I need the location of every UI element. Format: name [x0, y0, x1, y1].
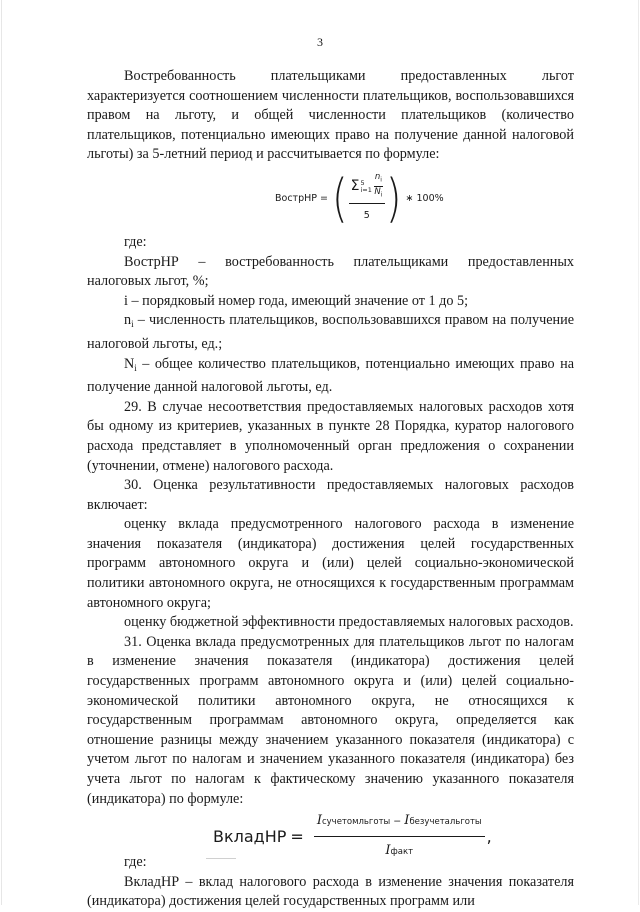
- N-sub-text: i: [134, 362, 137, 373]
- small-frac-denominator: [374, 187, 382, 201]
- n-symbol-text: n: [124, 312, 132, 329]
- sigma-symbol: Σ: [350, 177, 360, 194]
- N-definition-text: – общее количество плательщиков, потенциально имеющих право на получение данной налоговой льготы, ед.: [87, 355, 574, 396]
- I-actual-sub: факт: [390, 846, 414, 857]
- scan-mark: [206, 858, 236, 859]
- paragraph-30: 30. Оценка результативности предоставляемых налоговых расходов включает:: [87, 477, 574, 513]
- n-sub: i: [380, 177, 382, 185]
- formula-vostr-fraction: [349, 172, 385, 225]
- definition-vostr: ВострНР – востребованность плательщиками предоставленных налоговых льгот, %;: [87, 253, 574, 290]
- where-label-2: где:: [124, 854, 147, 871]
- formula-vklad-equals: =: [290, 826, 304, 846]
- paragraph-demand-intro: Востребованность плательщиками предоставленных льгот характеризуется соотношением численности плательщиков, воспользовавшихся правом на льготу, и общей численности плательщиков (количество плательщиков, потенциально имеющих право на получение данной налоговой льготы) за 5-летний период и рассчитывается по формуле:: [87, 68, 574, 163]
- definition-i: i – порядковый номер года, имеющий значение от 1 до 5;: [124, 292, 469, 309]
- scan-right-edge: [638, 0, 639, 905]
- paragraph-30-item-contribution: оценку вклада предусмотренного налогового расхода в изменение значения показателя (индикатора) достижения целей государственных программ автономного округа и (или) целей социально-экономической политики автономного округа, не относящихся к государственным программам автономного округа;: [87, 516, 574, 611]
- I-without-benefits-sub: безучетальготы: [409, 817, 482, 828]
- n-over-N-fraction: [374, 172, 383, 200]
- paragraph-29: 29. В случае несоответствия предоставляемых налоговых расходов хотя бы одному из критериев, указанных в пункте 28 Порядка, куратор налогового расхода представляет в уполномоченный орган предложения о сохранении (уточнении, отмене) налогового расхода.: [87, 398, 574, 474]
- where-label-1: где:: [124, 233, 147, 250]
- document-body: [87, 67, 574, 912]
- page-number: 3: [317, 35, 323, 49]
- I-actual: I: [385, 842, 391, 858]
- paragraph-30-item-budget: оценку бюджетной эффективности предоставляемых налоговых расходов.: [124, 614, 574, 631]
- n-sub-text: i: [131, 319, 134, 330]
- I-with-benefits-sub: сучетомльготы: [321, 817, 391, 828]
- minus-sign: −: [393, 816, 402, 828]
- formula-vostr-lhs: ВострНР: [275, 193, 317, 205]
- paragraph-31: 31. Оценка вклада предусмотренных для плательщиков льгот по налогам в изменение значения показателя (индикатора) достижения целей государственных программ автономного округа и (или) целей социально-экономической политики автономного округа, не относящихся к государственным программам автономного округа, определяется как отношение разницы между значением указанного показателя (индикатора) с учетом льгот по налогам и значением указанного показателя (индикатора) без учета льгот по налогам к фактическому значению указанного показателя (индикатора) по формуле:: [87, 633, 574, 807]
- N-symbol-text: N: [124, 355, 135, 372]
- n-symbol: n: [374, 172, 381, 183]
- definition-N: [87, 355, 574, 398]
- right-paren: ): [385, 169, 402, 229]
- sigma-limits: [360, 180, 371, 194]
- formula-vklad-fraction: [314, 811, 485, 862]
- definition-n: [87, 311, 574, 354]
- sigma-lower: i=1: [360, 185, 372, 194]
- formula-vklad-lhs: ВкладНР: [213, 826, 287, 846]
- formula-vostr-tail: ∗ 100%: [405, 193, 444, 205]
- formula-vklad-numerator: [314, 811, 485, 837]
- formula-vklad: [87, 809, 574, 858]
- left-paren: (: [331, 169, 348, 229]
- formula-vklad-denominator: [385, 837, 413, 863]
- N-sub: i: [380, 191, 383, 199]
- formula-vostr-equals: =: [320, 193, 328, 205]
- I-without-benefits: I: [404, 813, 410, 829]
- N-symbol: N: [374, 187, 381, 198]
- formula-vklad-comma: ,: [486, 826, 492, 846]
- small-frac-numerator: [374, 172, 383, 187]
- sigma-upper: 5: [360, 178, 365, 187]
- n-definition-text: – численность плательщиков, воспользовавшихся правом на получение налоговой льготы, ед.;: [87, 312, 574, 352]
- formula-vostr-denominator: 5: [363, 209, 370, 221]
- scan-left-edge: [1, 0, 2, 905]
- definition-vklad: ВкладНР – вклад налогового расхода в изменение значения показателя (индикатора) достижения целей государственных программ или: [87, 873, 574, 910]
- formula-vostr: [87, 165, 574, 233]
- I-with-benefits: I: [316, 813, 322, 829]
- formula-vostr-numerator: [349, 172, 385, 203]
